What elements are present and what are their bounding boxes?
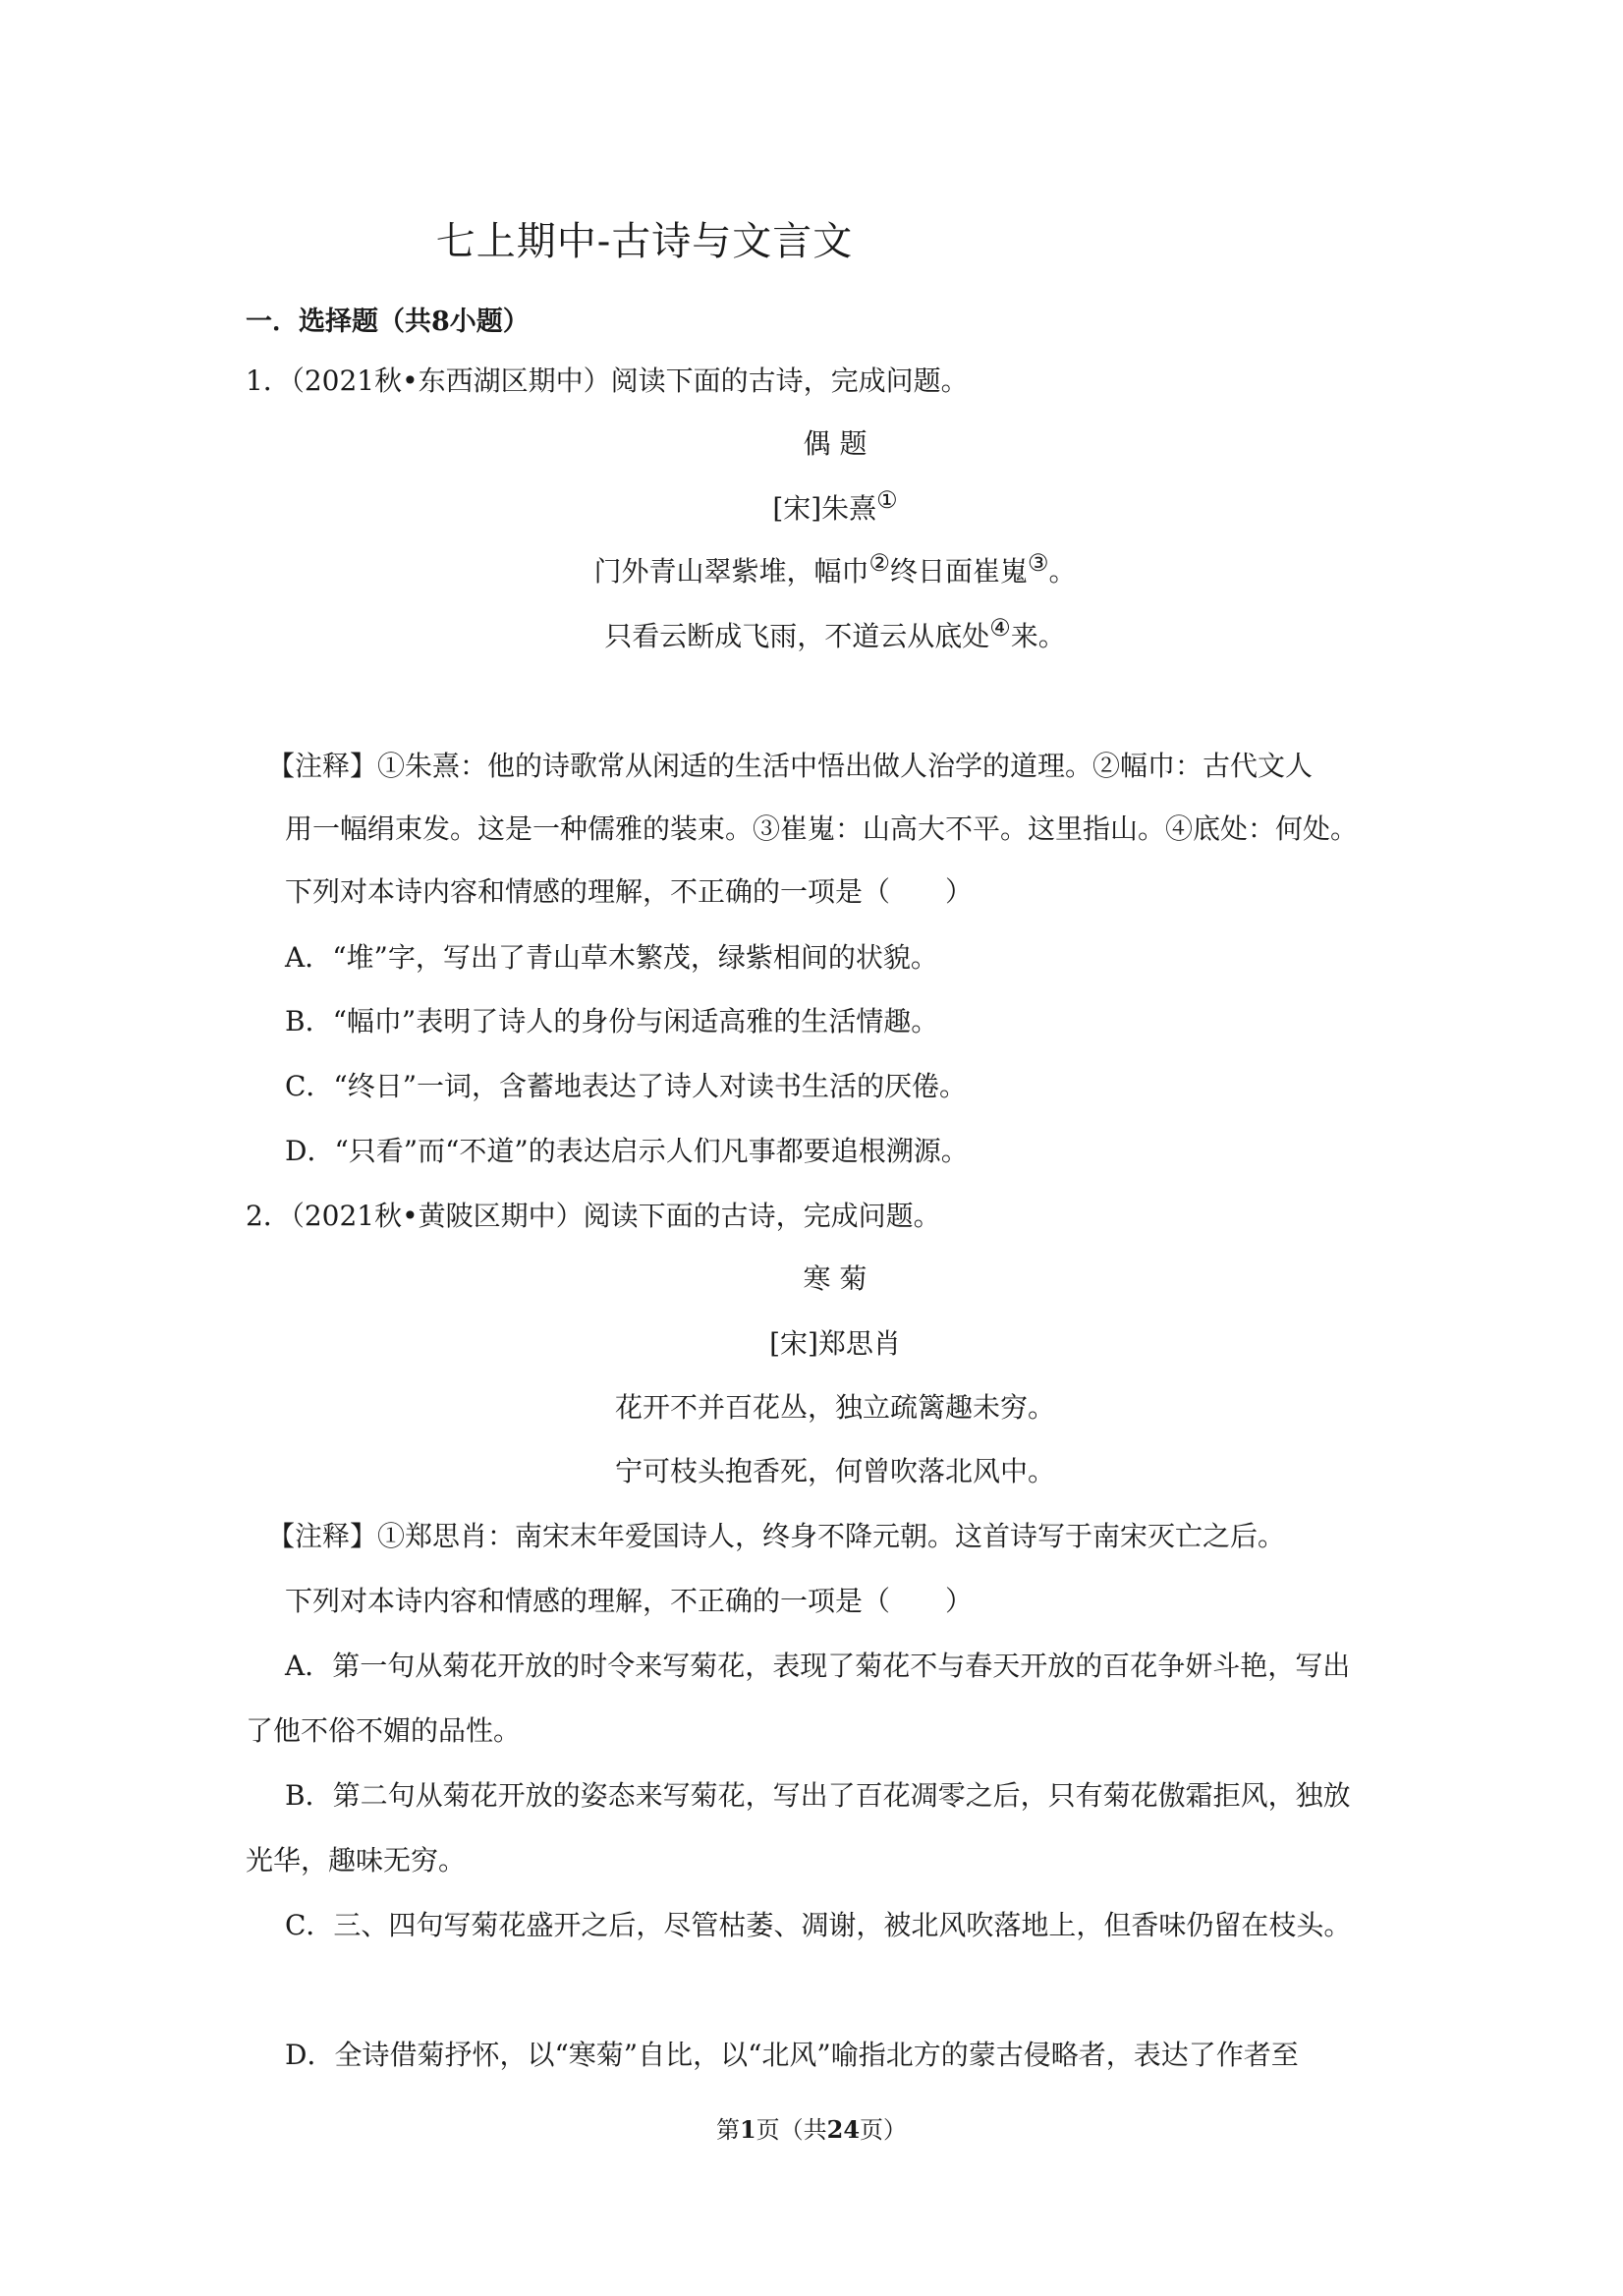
q1-line1-part-b: 终日面崔嵬 <box>889 555 1028 588</box>
q1-poem-line-1 <box>0 549 1623 591</box>
q1-footnote-mark-1: ① <box>876 486 898 514</box>
q1-poem-line-2 <box>0 614 1623 656</box>
page-footer <box>0 2110 1623 2145</box>
q1-footnote-mark-3: ③ <box>1028 549 1049 577</box>
footer-page-number: 1 <box>739 2115 756 2144</box>
q2-option-d-line-1: D．全诗借菊抒怀，以“寒菊”自比，以“北风”喻指北方的蒙古侵略者，表达了作者至 <box>285 2039 1299 2071</box>
footer-suffix: 页） <box>860 2116 908 2144</box>
q1-option-c: C．“终日”一词，含蓄地表达了诗人对读书生活的厌倦。 <box>285 1070 968 1102</box>
q1-poem-author <box>0 486 1623 529</box>
q1-line1-part-c: 。 <box>1048 555 1077 588</box>
q2-question: 下列对本诗内容和情感的理解，不正确的一项是（ ） <box>285 1585 974 1617</box>
q1-option-d: D．“只看”而“不道”的表达启示人们凡事都要追根溯源。 <box>285 1135 969 1167</box>
q1-author-name: [宋]朱熹 <box>772 492 877 525</box>
q1-poem-title: 偶 题 <box>803 427 867 460</box>
q1-note-line-1: 【注释】①朱熹：他的诗歌常从闲适的生活中悟出做人治学的道理。②幅巾：古代文人 <box>267 750 1314 782</box>
q1-footnote-mark-4: ④ <box>989 614 1011 642</box>
q2-poem-line-2: 宁可枝头抱香死，何曾吹落北风中。 <box>614 1455 1055 1487</box>
q2-poem-line-1: 花开不并百花丛，独立疏篱趣未穷。 <box>614 1391 1055 1424</box>
q1-line2-part-a: 只看云断成飞雨，不道云从底处 <box>604 620 990 652</box>
q1-line1-part-a: 门外青山翠紫堆，幅巾 <box>593 555 869 588</box>
q2-poem-author: [宋]郑思肖 <box>769 1327 901 1360</box>
q1-footnote-mark-2: ② <box>868 549 890 577</box>
q2-option-c: C．三、四句写菊花盛开之后，尽管枯萎、凋谢，被北风吹落地上，但香味仍留在枝头。 <box>285 1909 1352 1941</box>
q1-option-a: A．“堆”字，写出了青山草木繁茂，绿紫相间的状貌。 <box>285 941 938 974</box>
question-2-stem: 2．（2021秋•黄陂区期中）阅读下面的古诗，完成问题。 <box>246 1200 941 1232</box>
q1-option-b: B．“幅巾”表明了诗人的身份与闲适高雅的生活情趣。 <box>285 1005 939 1037</box>
q2-option-b-line-2: 光华，趣味无穷。 <box>246 1844 467 1876</box>
q1-line2-part-b: 来。 <box>1010 620 1066 652</box>
footer-total-pages: 24 <box>826 2115 861 2144</box>
q1-note-line-2: 用一幅绢束发。这是一种儒雅的装束。③崔嵬：山高大不平。这里指山。④底处：何处。 <box>285 812 1359 845</box>
footer-prefix: 第 <box>715 2116 740 2144</box>
q2-note-line-1: 【注释】①郑思肖：南宋末年爱国诗人，终身不降元朝。这首诗写于南宋灭亡之后。 <box>267 1520 1286 1552</box>
section-heading: 一．选择题（共8小题） <box>246 307 530 337</box>
q2-option-b-line-1: B．第二句从菊花开放的姿态来写菊花，写出了百花凋零之后，只有菊花傲霜拒风，独放 <box>285 1779 1351 1812</box>
question-1-stem: 1．（2021秋•东西湖区期中）阅读下面的古诗，完成问题。 <box>246 364 969 397</box>
footer-middle: 页（共 <box>756 2116 827 2144</box>
page-title: 七上期中-古诗与文言文 <box>435 219 854 264</box>
q2-option-a-line-2: 了他不俗不媚的品性。 <box>246 1714 522 1747</box>
q2-option-a-line-1: A．第一句从菊花开放的时令来写菊花，表现了菊花不与春天开放的百花争妍斗艳，写出 <box>285 1650 1351 1682</box>
q2-poem-title: 寒 菊 <box>803 1262 867 1295</box>
q1-question: 下列对本诗内容和情感的理解，不正确的一项是（ ） <box>285 875 974 908</box>
